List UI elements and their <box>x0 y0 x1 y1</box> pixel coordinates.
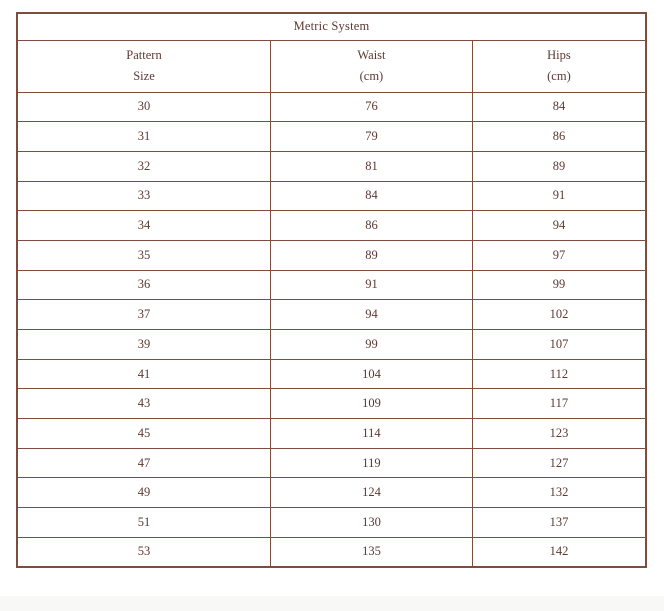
table-row <box>17 240 646 270</box>
cell-waist: 79 <box>270 122 472 152</box>
cell-pattern-size: 47 <box>17 448 270 478</box>
cell-waist: 99 <box>270 330 472 360</box>
table-row <box>17 537 646 567</box>
cell-pattern-size: 43 <box>17 389 270 419</box>
cell-waist: 130 <box>270 508 472 538</box>
cell-hips: 86 <box>472 122 646 152</box>
cell-hips: 97 <box>472 240 646 270</box>
cell-waist: 84 <box>270 181 472 211</box>
cell-waist: 86 <box>270 211 472 241</box>
cell-pattern-size: 33 <box>17 181 270 211</box>
cell-hips: 123 <box>472 419 646 449</box>
table-row <box>17 92 646 122</box>
table-row <box>17 389 646 419</box>
cell-waist: 94 <box>270 300 472 330</box>
cell-waist: 109 <box>270 389 472 419</box>
cell-hips: 102 <box>472 300 646 330</box>
table-row <box>17 211 646 241</box>
cell-hips: 99 <box>472 270 646 300</box>
cell-pattern-size: 39 <box>17 330 270 360</box>
cell-pattern-size: 32 <box>17 151 270 181</box>
cell-hips: 137 <box>472 508 646 538</box>
cell-pattern-size: 31 <box>17 122 270 152</box>
cell-pattern-size: 36 <box>17 270 270 300</box>
table-title: Metric System <box>17 13 646 40</box>
cell-waist: 89 <box>270 240 472 270</box>
column-header-hips-line1: Hips <box>547 47 571 62</box>
cell-hips: 84 <box>472 92 646 122</box>
cell-pattern-size: 49 <box>17 478 270 508</box>
table-row <box>17 508 646 538</box>
column-header-pattern-size <box>17 40 270 92</box>
metric-system-table <box>16 12 647 568</box>
footer-strip <box>0 596 664 611</box>
column-header-waist-line1: Waist <box>357 47 386 62</box>
column-header-pattern-size-line2: Size <box>133 68 155 83</box>
column-header-hips-line2: (cm) <box>547 68 571 83</box>
cell-pattern-size: 53 <box>17 537 270 567</box>
column-header-row <box>17 40 646 92</box>
table-row <box>17 359 646 389</box>
cell-pattern-size: 34 <box>17 211 270 241</box>
cell-hips: 112 <box>472 359 646 389</box>
cell-hips: 91 <box>472 181 646 211</box>
column-header-waist <box>270 40 472 92</box>
cell-waist: 91 <box>270 270 472 300</box>
table-row <box>17 478 646 508</box>
table-row <box>17 300 646 330</box>
column-header-waist-line2: (cm) <box>359 68 384 83</box>
cell-waist: 114 <box>270 419 472 449</box>
cell-pattern-size: 30 <box>17 92 270 122</box>
cell-hips: 94 <box>472 211 646 241</box>
cell-hips: 142 <box>472 537 646 567</box>
cell-pattern-size: 37 <box>17 300 270 330</box>
column-header-pattern-size-line1: Pattern <box>126 47 162 62</box>
cell-hips: 117 <box>472 389 646 419</box>
title-row <box>17 13 646 40</box>
table-body <box>17 92 646 567</box>
cell-waist: 119 <box>270 448 472 478</box>
column-header-hips <box>472 40 646 92</box>
table-row <box>17 330 646 360</box>
table-row <box>17 419 646 449</box>
cell-waist: 81 <box>270 151 472 181</box>
cell-pattern-size: 41 <box>17 359 270 389</box>
cell-pattern-size: 45 <box>17 419 270 449</box>
cell-waist: 104 <box>270 359 472 389</box>
cell-waist: 124 <box>270 478 472 508</box>
cell-pattern-size: 35 <box>17 240 270 270</box>
cell-hips: 89 <box>472 151 646 181</box>
cell-pattern-size: 51 <box>17 508 270 538</box>
table-row <box>17 151 646 181</box>
cell-waist: 76 <box>270 92 472 122</box>
table-row <box>17 448 646 478</box>
cell-hips: 107 <box>472 330 646 360</box>
table-row <box>17 122 646 152</box>
cell-hips: 132 <box>472 478 646 508</box>
cell-hips: 127 <box>472 448 646 478</box>
cell-waist: 135 <box>270 537 472 567</box>
table-row <box>17 270 646 300</box>
table-row <box>17 181 646 211</box>
